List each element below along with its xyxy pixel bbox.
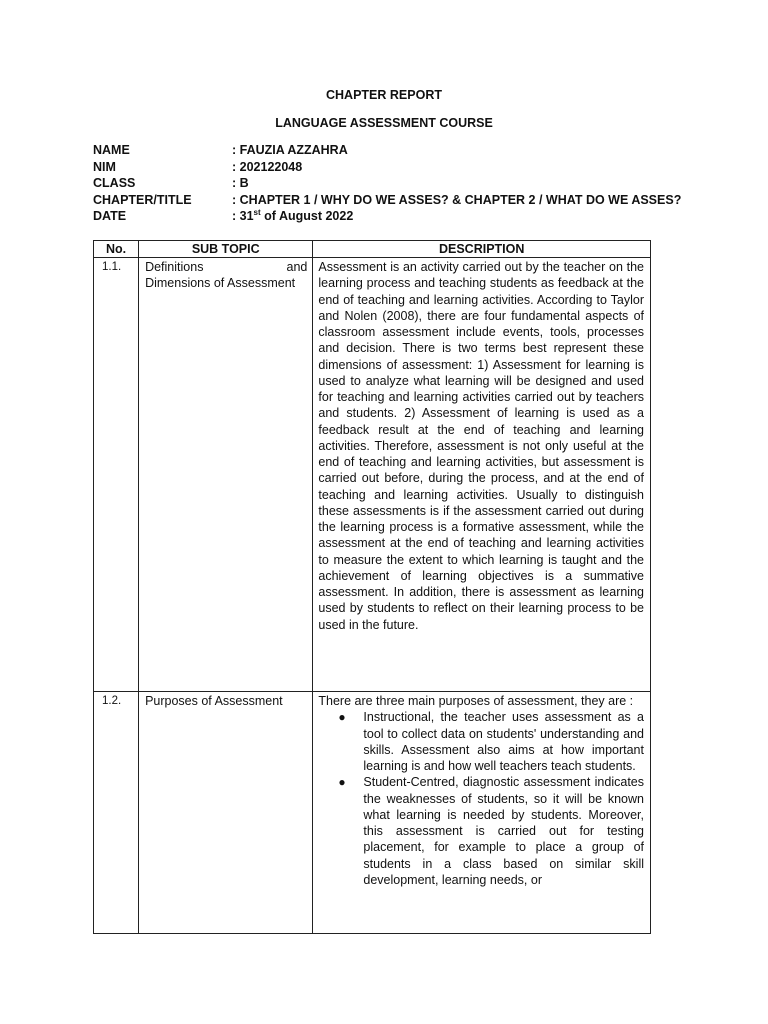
list-item [338, 709, 644, 774]
course-title: LANGUAGE ASSESSMENT COURSE [275, 116, 493, 130]
list-item-text: Student-Centred, diagnostic assessment indicates the weaknesses of students, so it will be known what learning is needed by students. Moreover, this assessment is carried out for testing placement, for example to place a group of students in a class based on similar skill development, learning needs, or [363, 775, 644, 887]
list-item [338, 774, 644, 888]
info-value: : CHAPTER 1 / WHY DO WE ASSES? & CHAPTER 2 / WHAT DO WE ASSES? [232, 192, 682, 207]
column-header-description: DESCRIPTION [313, 241, 651, 258]
table-row [94, 258, 651, 692]
info-value-date [232, 208, 353, 225]
info-label: NIM [93, 159, 116, 174]
info-value: : B [232, 176, 249, 190]
info-label: CHAPTER/TITLE [93, 192, 192, 207]
row-subtopic [139, 258, 313, 692]
info-label: DATE [93, 209, 127, 223]
table-row [94, 692, 651, 934]
row-description [313, 692, 651, 934]
info-value: : FAUZIA AZZAHRA [232, 143, 348, 157]
row-subtopic: Purposes of Assessment [139, 692, 313, 934]
subtopic-line: Dimensions of Assessment [145, 276, 296, 291]
column-header-no: No. [94, 241, 139, 258]
list-item-text: Instructional, the teacher uses assessment as a tool to collect data on students' understanding and skills. Assessment also aims at how important learning is and how well teachers teach students. [363, 710, 644, 773]
date-month-year: of August 2022 [260, 209, 354, 223]
row-number: 1.1. [94, 258, 139, 692]
description-intro: There are three main purposes of assessment, they are : [318, 694, 634, 708]
table-header-row [94, 241, 651, 258]
date-ordinal-suffix: st [253, 207, 261, 217]
row-description: Assessment is an activity carried out by the teacher on the learning process and teaching students as feedback at the end of teaching and learning activities. According to Taylor and Nolen (2008), there are four fundamental aspects of classroom assessment include events, tools, processes and decision. There is two terms best represent these dimensions of assessment: 1) Assessment for learning is used to analyze what learning will be designed and used for teaching and learning activities carried out by teachers and students. 2) Assessment of learning is used as a feedback result at the end of teaching and learning activities. Therefore, assessment is not only useful at the end of teaching and learning activities, but assessment is carried out before, during the process, and at the end of teaching and learning activities. Usually to distinguish these assessments is if the assessment carried out during the learning process is a formative assessment, while the assessment at the end of teaching and learning activities to measure the extent to which learning is taught and the achievement of learning objectives is a summative assessment. In addition, there is assessment as learning used by students to reflect on their learning process to be used in the future. [313, 258, 651, 692]
info-label: CLASS [93, 176, 136, 190]
info-label: NAME [93, 143, 130, 157]
date-day: : 31 [232, 209, 254, 223]
purposes-list [318, 709, 644, 888]
subtopic-line: Definitions and [145, 260, 308, 274]
bullet-icon: ● [338, 775, 346, 790]
report-title: CHAPTER REPORT [326, 88, 442, 102]
row-number: 1.2. [94, 692, 139, 934]
column-header-subtopic: SUB TOPIC [139, 241, 313, 258]
info-value: : 202122048 [232, 159, 303, 174]
bullet-icon: ● [338, 710, 346, 725]
report-table [93, 240, 651, 934]
